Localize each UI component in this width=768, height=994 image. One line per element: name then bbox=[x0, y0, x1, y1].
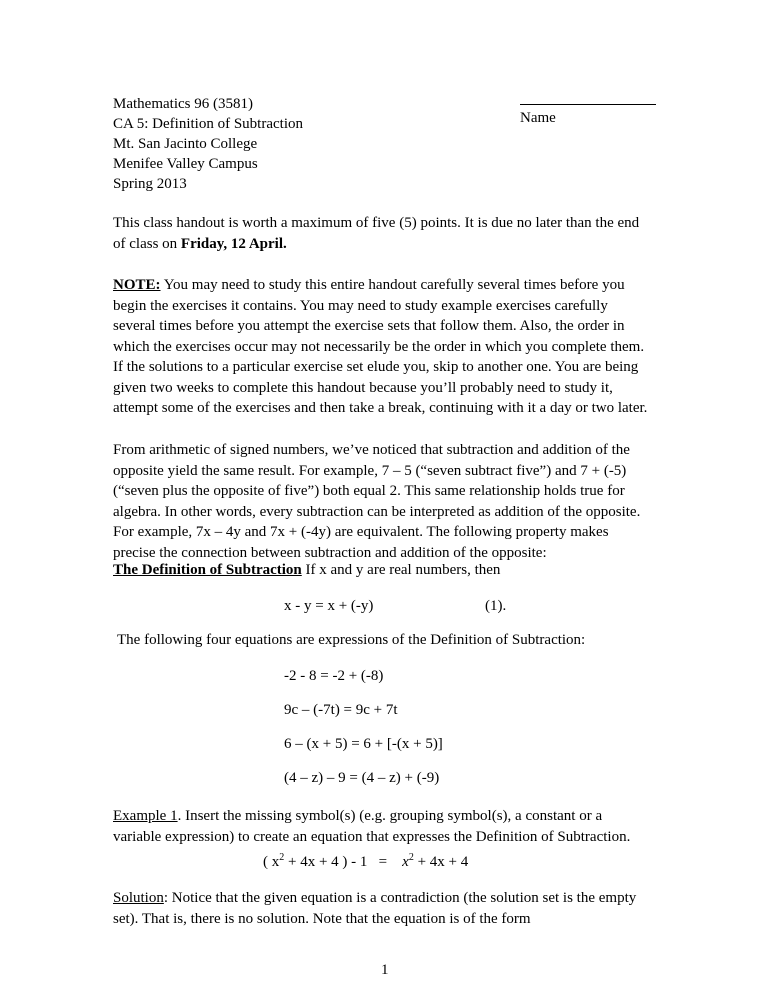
solution-line: Solution: Notice that the given equation is a contradiction (the solution set is the empty bbox=[113, 890, 637, 906]
example-1-line: variable expression) to create an equation that expresses the Definition of Subtraction. bbox=[113, 828, 631, 845]
definition-statement: The Definition of Subtraction If x and y are real numbers, then bbox=[113, 562, 501, 578]
note-line: several times before you attempt the exercise sets that follow them. Also, the order in bbox=[113, 318, 625, 334]
note-line: attempt some of the exercises and then take a break, continuing with it a day or two later. bbox=[113, 400, 648, 416]
intro-line: This class handout is worth a maximum of five (5) points. It is due no later than the end bbox=[113, 215, 640, 231]
arithmetic-line: opposite yield the same result. For example, 7 – 5 (“seven subtract five”) and 7 + (-5) bbox=[113, 462, 627, 479]
name-signature-line bbox=[520, 104, 656, 105]
equation-number: (1). bbox=[485, 598, 507, 614]
example-1-equation: ( $x^2 + 4x + 4$ ) - 1 = $x^2 + 4x + 4$ bbox=[263, 852, 469, 870]
definition-title: The Definition of Subtraction bbox=[113, 562, 302, 578]
examples-intro: The following four equations are expressions of the Definition of Subtraction: bbox=[117, 632, 586, 648]
note-paragraph bbox=[113, 275, 658, 419]
page-number: 1 bbox=[381, 962, 389, 978]
arithmetic-line: algebra. In other words, every subtraction can be interpreted as addition of the opposite. bbox=[113, 503, 641, 520]
note-line: which the exercises occur may not necessarily be the order in which you complete them. bbox=[113, 338, 645, 355]
term: Spring 2013 bbox=[113, 176, 187, 192]
note-line: If the solutions to a particular exercise set elude you, skip to another one. You are being bbox=[113, 359, 639, 375]
arithmetic-line: From arithmetic of signed numbers, we’ve noticed that subtraction and addition of the bbox=[113, 442, 630, 458]
equation-example-4: (4 – z) – 9 = (4 – z) + (-9) bbox=[284, 770, 440, 786]
equation-example-1: -2 - 8 = -2 + (-8) bbox=[284, 668, 384, 684]
college-name: Mt. San Jacinto College bbox=[113, 136, 258, 152]
arithmetic-line: (“seven plus the opposite of five”) both equal 2. This same relationship holds true for bbox=[113, 483, 625, 499]
arithmetic-line: For example, 7x – 4y and 7x + (-4y) are equivalent. The following property makes bbox=[113, 524, 609, 540]
note-line: given two weeks to complete this handout because you’ll probably need to study it, bbox=[113, 379, 613, 396]
due-date: Friday, 12 April. bbox=[180, 235, 287, 252]
campus-name: Menifee Valley Campus bbox=[113, 156, 258, 172]
solution-line: set). That is, there is no solution. Note that the equation is of the form bbox=[113, 910, 531, 927]
example-1-label: Example 1 bbox=[113, 808, 178, 824]
equation-example-3: 6 – (x + 5) = 6 + [-(x + 5)] bbox=[284, 736, 443, 752]
arithmetic-paragraph bbox=[113, 440, 658, 563]
note-line: NOTE: You may need to study this entire handout carefully several times before you bbox=[113, 277, 625, 293]
note-line: begin the exercises it contains. You may need to study example exercises carefully bbox=[113, 297, 608, 314]
example-1-paragraph bbox=[113, 806, 658, 847]
name-label: Name bbox=[520, 110, 556, 126]
equation-example-2: 9c – (-7t) = 9c + 7t bbox=[284, 702, 398, 718]
solution-label: Solution bbox=[113, 890, 164, 906]
solution-paragraph bbox=[113, 888, 658, 929]
intro-paragraph bbox=[113, 213, 658, 254]
course-title: Mathematics 96 (3581) bbox=[113, 96, 253, 112]
example-1-line: Example 1. Insert the missing symbol(s) (e.g. grouping symbol(s), a constant or a bbox=[113, 808, 603, 824]
note-label: NOTE: bbox=[113, 277, 161, 293]
definition-equation: x - y = x + (-y) bbox=[284, 598, 374, 614]
arithmetic-line: precise the connection between subtraction and addition of the opposite: bbox=[113, 544, 547, 561]
intro-line: of class on Friday, 12 April. bbox=[113, 235, 287, 252]
assignment-title: CA 5: Definition of Subtraction bbox=[113, 116, 303, 132]
